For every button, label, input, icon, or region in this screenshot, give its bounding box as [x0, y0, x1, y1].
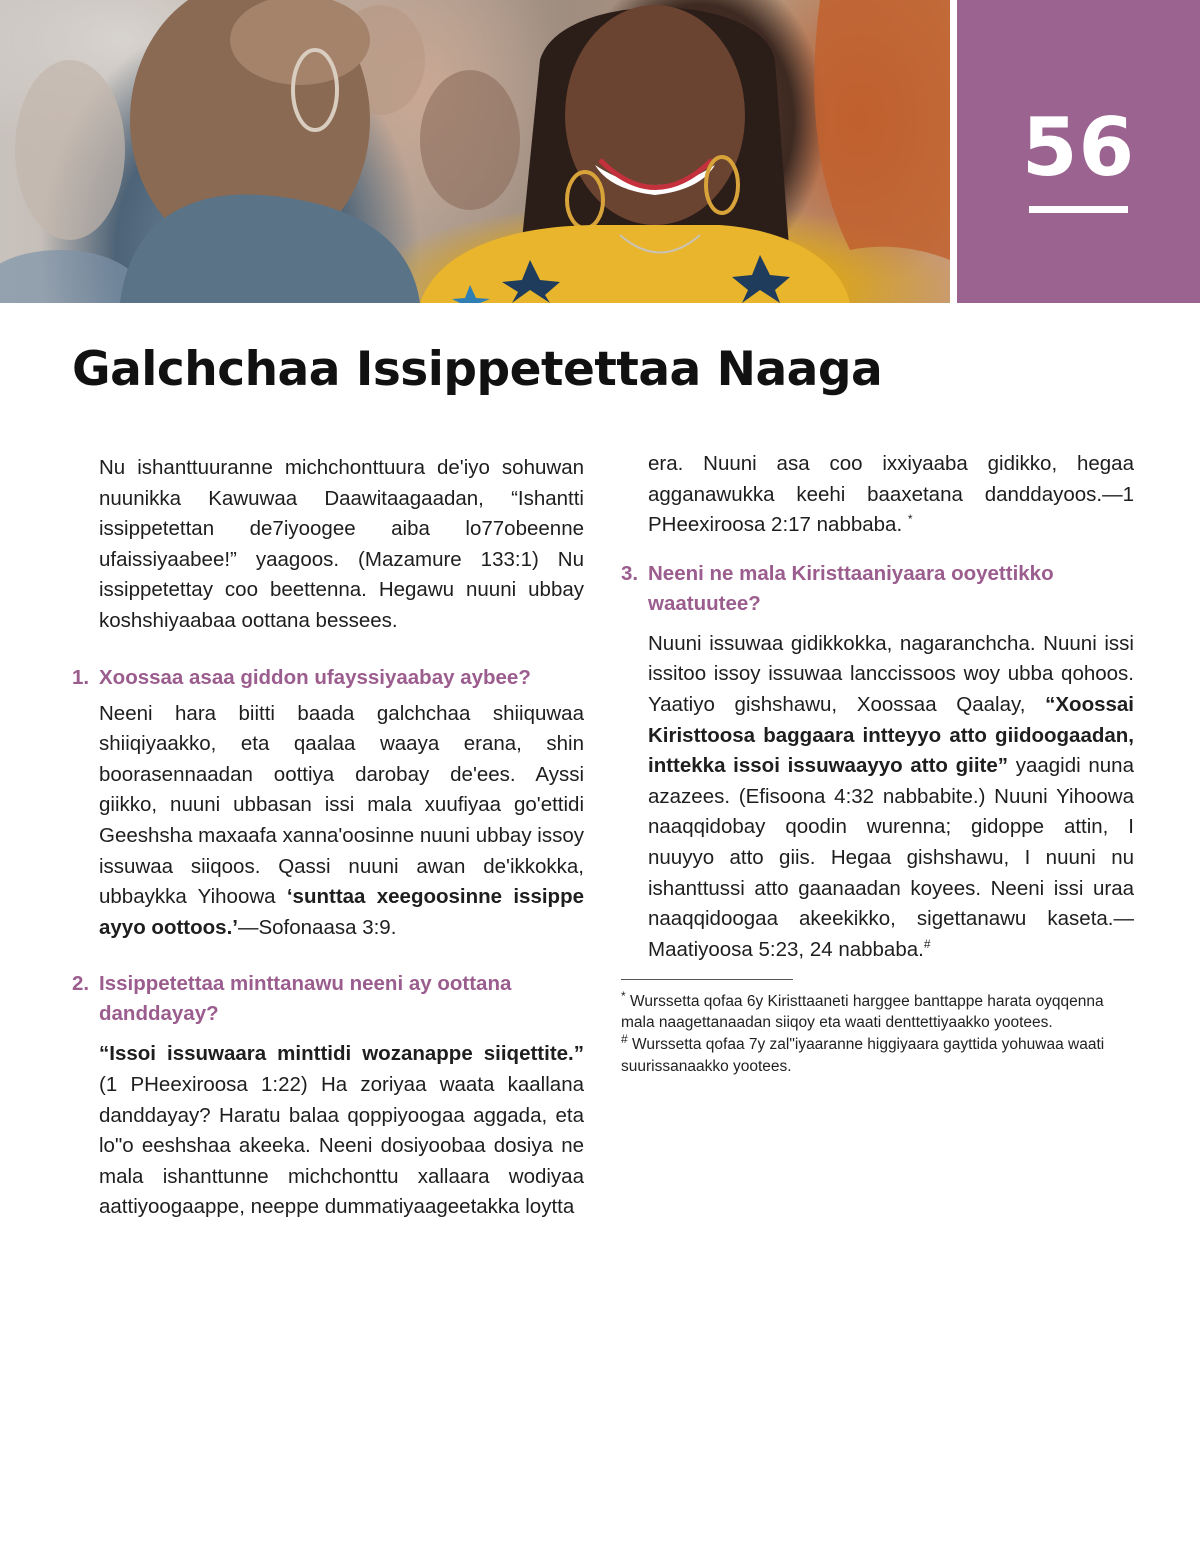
footnote-2-mark: # [621, 1032, 628, 1046]
question-1-text: Xoossaa asaa giddon ufayssiyaabay aybee? [99, 665, 531, 689]
answer-2-paragraph [72, 1039, 584, 1222]
lesson-number-box [957, 0, 1200, 303]
lesson-number: 56 [1021, 101, 1136, 194]
header-photo [0, 0, 950, 303]
footnote-1-mark: * [621, 988, 626, 1003]
intro-paragraph [72, 453, 584, 637]
answer-1-text: Neeni hara biitti baada galchchaa shiiquwaa shiiqiyaakko, eta qaalaa waaya erana, shin boorasennaadan oottiya darobay de'ees. Ayssi giikko, nuuni ubbasan issi mala xuufiyaa go'ettidi Geeshsha maxaafa xanna'oosinne nuuni ubbay issoy issuwaa siiqoos. Qassi nuuni awan de'ikkokka, ubbaykka Yihoowa [99, 701, 584, 909]
question-1-number: 1. [72, 665, 90, 689]
answer-2-continued [621, 449, 1134, 541]
question-2-number: 2. [72, 972, 90, 996]
lesson-number-underline [1029, 206, 1128, 213]
footnote-1-text: Wurssetta qofaa 6y Kiristtaaneti harggee banttappe harata oyqqenna mala naagettanaadan siiqoy eta waati denttettiyaakko yootees. [621, 992, 1104, 1032]
answer-2-bold: “Issoi issuwaara minttidi wozanappe siiqettite.” [99, 1042, 584, 1066]
question-3-text: Neeni ne mala Kiristtaaniyaara ooyettikko waatuutee? [648, 561, 1054, 615]
question-3-number: 3. [621, 561, 639, 585]
answer-3-paragraph [621, 629, 1134, 966]
right-column [621, 449, 1134, 1078]
answer-3-footmark: # [923, 936, 931, 951]
question-3 [621, 559, 1134, 619]
answer-2-footmark: * [907, 512, 913, 527]
answer-1-reference: —Sofonaasa 3:9. [237, 915, 397, 939]
question-2 [72, 969, 584, 1029]
photo-illustration [0, 0, 950, 303]
footnote-divider [621, 979, 793, 980]
answer-1-paragraph [72, 699, 584, 944]
page-title: Galchchaa Issippetettaa Naaga [72, 342, 883, 397]
question-1 [72, 663, 584, 693]
footnote-2 [621, 1034, 1134, 1078]
answer-3-bold: “Xoossai Kiristtoosa baggaara intteyyo atto giidoogaadan, inttekka issoi issuwaayyo atto giite” [648, 692, 1134, 778]
answer-2-text: (1 PHeexiroosa 1:22) Ha zoriyaa waata kaallana danddayay? Haratu balaa qoppiyoogaa aggada, eta lo"o eeshshaa akeeka. Neeni dosiyoobaa dosiya ne mala ishanttunne michchonttu xallaara wodiyaa aattiyoogaappe, neeppe dummatiyaageetakka loytta [99, 1072, 584, 1219]
intro-text: Nu ishanttuuranne michchonttuura de'iyo sohuwan nuunikka Kawuwaa Daawitaagaadan, “Ishantti issippetettan de7iyoogee aiba lo77obeenne ufaissiyaabee!” yaagoos. (Mazamure 133:1) Nu issippetettay coo beettenna. Hegawu nuuni ubbay koshshiyaabaa oottana bessees. [99, 456, 584, 632]
footnote-2-text: Wurssetta qofaa 7y zal"iyaaranne higgiyaara gayttida yohuwaa waati suurissanaakko yootees. [621, 1036, 1105, 1075]
question-2-text: Issippetettaa minttanawu neeni ay oottana danddayay? [99, 972, 512, 1026]
left-column [72, 453, 584, 1222]
footnote-1 [621, 988, 1134, 1035]
answer-2-continued-text: era. Nuuni asa coo ixxiyaaba gidikko, hegaa agganawukka keehi baaxetana danddayoos.—1 PHeexiroosa 2:17 nabbaba. [648, 452, 1134, 537]
answer-3-text-2: yaagidi nuna azazees. (Efisoona 4:32 nabbabite.) Nuuni Yihoowa naaqqidobay qoodin wurenna; gidoppe attin, I nuuyyo atto giis. Hegaa gishshawu, I nuuni nu ishanttussi atto gaanaadan koyees. Neeni issi uraa naaqqidoogaa akeekikko, sigettanawu kaseta.—Maatiyoosa 5:23, 24 nabbaba. [648, 754, 1134, 961]
answer-3-text-1: Nuuni issuwaa gidikkokka, nagaranchcha. Nuuni issi issitoo issoy issuwaa lanccissoos woy ubba qohoos. Yaatiyo gishshawu, Xoossaa Qaalay, [648, 631, 1134, 716]
answer-1-bold: ‘sunttaa xeegoosinne issippe ayyo oottoos.’ [99, 885, 584, 939]
